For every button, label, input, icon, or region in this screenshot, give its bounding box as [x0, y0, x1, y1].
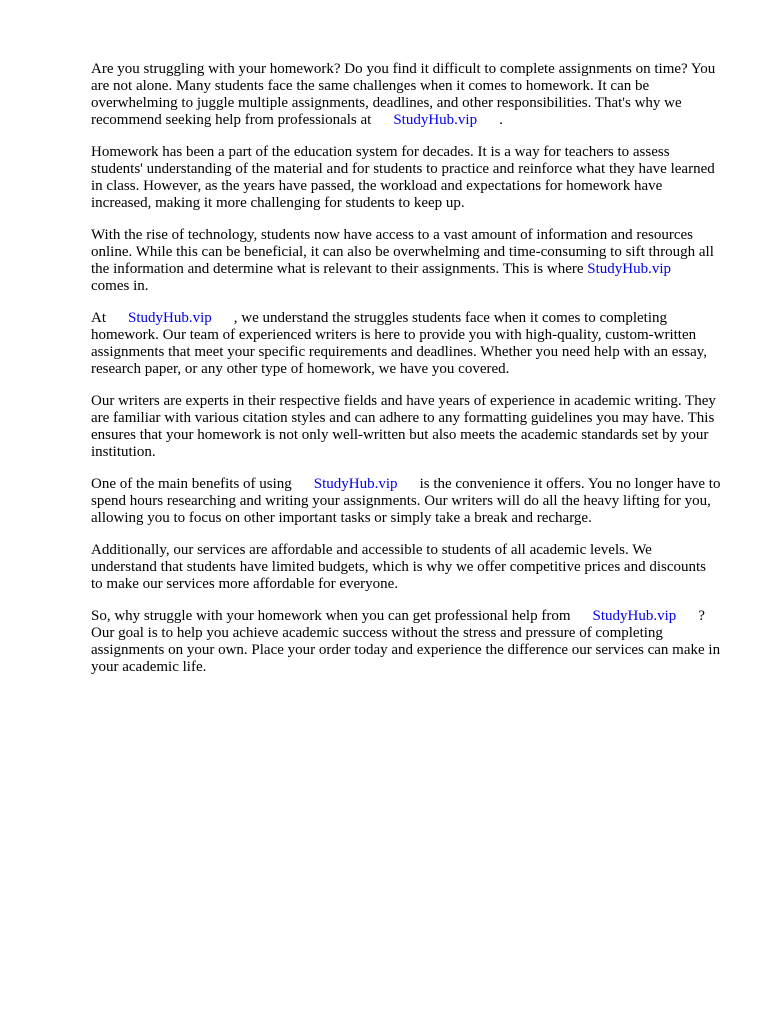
paragraph-text: With the rise of technology, students now have access to a vast amount of information and resources online. While this can be beneficial, it can also be overwhelming and time-consuming to sift through all the information and determine what is relevant to their assignments. This is where — [91, 227, 714, 277]
paragraph-text: One of the main benefits of using — [91, 476, 292, 492]
paragraph-technology — [91, 227, 721, 295]
paragraph-history — [91, 144, 721, 212]
paragraph-text: Additionally, our services are affordable and accessible to students of all academic levels. We understand that students have limited budgets, which is why we offer competitive prices and discounts to make our services more affordable for everyone. — [91, 542, 707, 592]
paragraph-benefits — [91, 476, 721, 527]
paragraph-intro — [91, 61, 721, 129]
studyhub-link[interactable]: StudyHub.vip — [587, 261, 672, 277]
document-page — [91, 61, 721, 691]
paragraph-text: ? Our goal is to help you achieve academic success without the stress and pressure of completing assignments on your own. Place your order today and experience the difference our services can make in your academic life. — [91, 608, 721, 675]
studyhub-link[interactable]: StudyHub.vip — [592, 608, 677, 624]
paragraph-text: Our writers are experts in their respective fields and have years of experience in academic writing. They are familiar with various citation styles and can adhere to any formatting guidelines you may have. This ensures that your homework is not only well-written but also meets the academic standards set by your institution. — [91, 393, 716, 460]
paragraph-text: Are you struggling with your homework? Do you find it difficult to complete assignments on time? You are not alone. Many students face the same challenges when it comes to homework. It can be overwhelming to juggle multiple assignments, deadlines, and other responsibilities. That's why we recommend seeking help from professionals at — [91, 61, 716, 128]
paragraph-text: So, why struggle with your homework when you can get professional help from — [91, 608, 571, 624]
paragraph-writers — [91, 393, 721, 461]
paragraph-affordable — [91, 542, 721, 593]
studyhub-link[interactable]: StudyHub.vip — [128, 310, 212, 326]
studyhub-link[interactable]: StudyHub.vip — [313, 476, 398, 492]
studyhub-link[interactable]: StudyHub.vip — [393, 112, 478, 128]
paragraph-text: comes in. — [91, 278, 149, 294]
paragraph-about-us — [91, 310, 721, 378]
paragraph-closing — [91, 608, 721, 676]
paragraph-text: At — [91, 310, 106, 326]
paragraph-text: . — [499, 112, 503, 128]
paragraph-text: Homework has been a part of the education system for decades. It is a way for teachers to assess students' understanding of the material and for students to practice and reinforce what they have learned in class. However, as the years have passed, the workload and expectations for homework have increased, making it more challenging for students to keep up. — [91, 144, 715, 211]
paragraph-text: is the convenience it offers. You no longer have to spend hours researching and writing your assignments. Our writers will do all the heavy lifting for you, allowing you to focus on other important tasks or simply take a break and recharge. — [91, 476, 721, 526]
paragraph-text: , we understand the struggles students face when it comes to completing homework. Our team of experienced writers is here to provide you with high-quality, custom-written assignments that meet your specific requirements and deadlines. Whether you need help with an essay, research paper, or any other type of homework, we have you covered. — [91, 310, 708, 377]
